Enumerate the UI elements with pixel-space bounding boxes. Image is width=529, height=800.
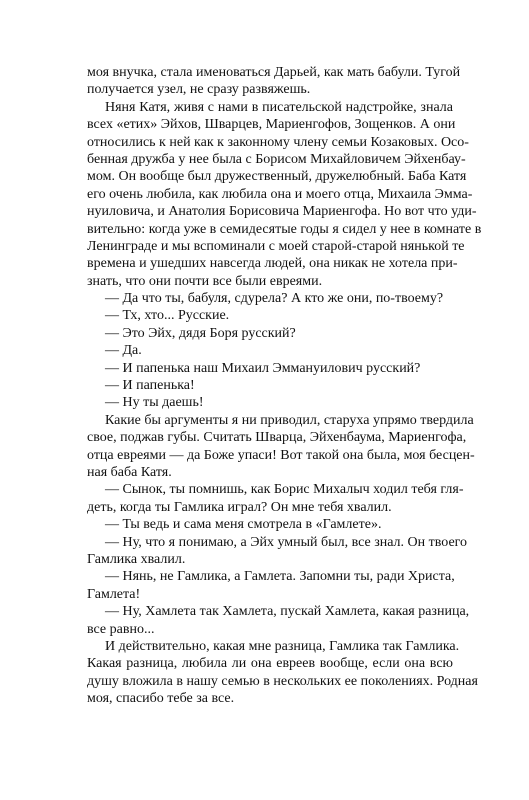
line-text: отца евреями — да Боже упаси! Вот такой она была, моя бесцен- <box>87 447 475 463</box>
line-text: моя внучка, стала именоваться Дарьей, как мать бабули. Тугой <box>87 65 461 80</box>
line-text: Какая разница, любила ли она евреев вообще, если она всю <box>87 656 453 672</box>
line-text: — Ну, Хамлета так Хамлета, пускай Хамлета, какая разница, <box>105 604 470 620</box>
text-line <box>87 307 453 324</box>
line-text: — Это Эйх, дядя Боря русский? <box>105 325 296 341</box>
line-text: относились к ней как к законному члену семьи Козаковых. Осо- <box>87 134 469 150</box>
line-text: — Тх, хто... Русские. <box>105 308 230 324</box>
line-text: — И папенька наш Михаил Эммануилович русский? <box>105 360 421 376</box>
line-text: — Да что ты, бабуля, сдурела? А кто же они, по-твоему? <box>105 291 444 307</box>
line-text: Какие бы аргументы я ни приводил, старуха упрямо твердила <box>105 412 474 428</box>
text-line <box>87 255 458 272</box>
line-text: — Ну ты даешь! <box>105 395 204 411</box>
text-line <box>87 64 461 81</box>
text-line <box>87 116 456 133</box>
text-line <box>87 499 453 516</box>
line-text: — Ты ведь и сама меня смотрела в «Гамлете». <box>105 517 382 533</box>
text-line <box>87 342 453 359</box>
text-line <box>87 464 453 481</box>
line-text: всех «етих» Эйхов, Шварцев, Мариенгофов, Зощенков. А они <box>87 117 456 133</box>
line-text: моя, спасибо тебе за все. <box>87 691 235 707</box>
text-line <box>87 325 453 342</box>
line-text: Гамлика хвалил. <box>87 551 186 567</box>
line-text: нуиловича, и Анатолия Борисовича Мариенгофа. Но вот что уди- <box>87 204 477 220</box>
line-text: знать, что они почти все были евреями. <box>87 273 323 289</box>
line-text: деть, когда ты Гамлика играл? Он мне тебя хвалил. <box>87 499 392 515</box>
text-line <box>87 377 453 394</box>
text-line <box>87 273 453 290</box>
line-text: — И папенька! <box>105 378 195 394</box>
line-text: времена и ушедших навсегда людей, она никак не хотела при- <box>87 256 458 272</box>
text-line <box>87 603 470 620</box>
book-page-text <box>87 64 482 707</box>
text-line <box>87 673 478 690</box>
text-line <box>87 551 453 568</box>
text-line <box>87 134 469 151</box>
text-line <box>87 186 473 203</box>
text-line <box>87 151 466 168</box>
line-text: ная баба Катя. <box>87 464 172 480</box>
text-line <box>87 168 467 185</box>
text-line <box>87 221 482 238</box>
text-line <box>87 360 453 377</box>
line-text: все равно... <box>87 621 155 637</box>
text-line <box>87 621 453 638</box>
line-text: бенная дружба у нее была с Борисом Михайловичем Эйхенбау- <box>87 151 466 167</box>
line-text: Няня Катя, живя с нами в писательской надстройке, знала <box>105 99 453 115</box>
text-line <box>87 290 453 307</box>
text-line <box>87 203 477 220</box>
text-line <box>87 81 453 98</box>
text-line <box>87 429 467 446</box>
line-text: его очень любила, как любила она и моего отца, Михаила Эмма- <box>87 186 473 202</box>
text-line <box>87 238 465 255</box>
text-line <box>87 447 475 464</box>
line-text: душу вложила в нашу семью в нескольких ее поколениях. Родная <box>87 673 478 689</box>
text-line <box>87 394 453 411</box>
text-line <box>87 481 464 498</box>
text-line <box>87 412 474 429</box>
line-text: получается узел, не сразу развяжешь. <box>87 82 311 98</box>
text-line <box>87 99 453 116</box>
text-line <box>87 586 453 603</box>
line-text: И действительно, какая мне разница, Гамлика так Гамлика. <box>105 638 460 654</box>
text-line <box>87 655 453 672</box>
text-line <box>87 638 460 655</box>
line-text: — Да. <box>105 343 142 359</box>
line-text: Ленинграде и мы вспоминали с моей старой-старой нянькой те <box>87 238 465 254</box>
line-text: — Сынок, ты помнишь, как Борис Михалыч ходил тебя гля- <box>105 482 464 498</box>
text-line <box>87 568 453 585</box>
line-text: Гамлета! <box>87 586 141 602</box>
line-text: вительно: когда уже в семидесятые годы я сидел у нее в комнате в <box>87 221 482 237</box>
text-line <box>87 534 468 551</box>
line-text: — Нянь, не Гамлика, а Гамлета. Запомни ты, ради Христа, <box>105 569 455 585</box>
text-line <box>87 690 453 707</box>
text-line <box>87 516 453 533</box>
line-text: свое, поджав губы. Считать Шварца, Эйхенбаума, Мариенгофа, <box>87 430 467 446</box>
line-text: — Ну, что я понимаю, а Эйх умный был, все знал. Он твоего <box>105 534 468 550</box>
line-text: мом. Он вообще был дружественный, дружелюбный. Баба Катя <box>87 169 467 185</box>
